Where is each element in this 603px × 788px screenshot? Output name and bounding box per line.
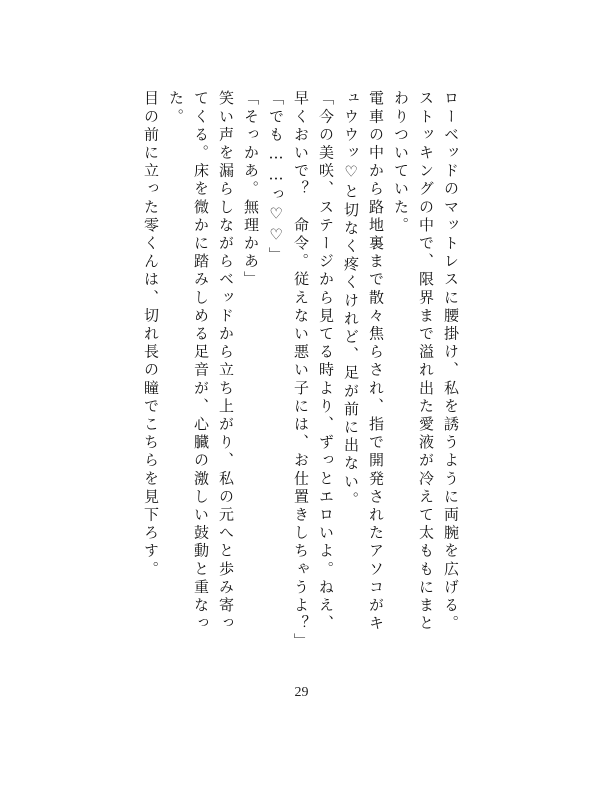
paragraph-4: 「今の美咲、ステージから見てる時より、ずっとエロいよ。ねえ、早くおいで？ 命令。従えない悪い子には、お仕置きしちゃうよ？」: [292, 90, 335, 652]
paragraph-2: ストッキングの中で、限界まで溢れ出た愛液が冷えて太ももにまとわりついていた。: [392, 90, 435, 633]
vertical-text-body: [133, 90, 463, 650]
paragraph-5: 「でも……っ♡♡」: [267, 90, 285, 265]
paragraph-6: 「そっかあ。無理かあ」: [242, 90, 260, 290]
paragraph-8: 目の前に立った零くんは、切れ長の瞳でこちらを見下ろす。: [142, 90, 160, 579]
paragraph-1: ローベッドのマットレスに腰掛け、私を誘うように両腕を広げる。: [442, 90, 460, 633]
paragraph-3: 電車の中から路地裏まで散々焦らされ、指で開発されたアソコがキュウウッ♡と切なく疼くけれど、足が前に出ない。: [342, 90, 385, 633]
page-number: 29: [294, 685, 309, 700]
paragraph-7: 笑い声を漏らしながらベッドから立ち上がり、私の元へと歩み寄ってくる。床を微かに踏みしめる足音が、心臓の激しい鼓動と重なった。: [167, 90, 235, 633]
